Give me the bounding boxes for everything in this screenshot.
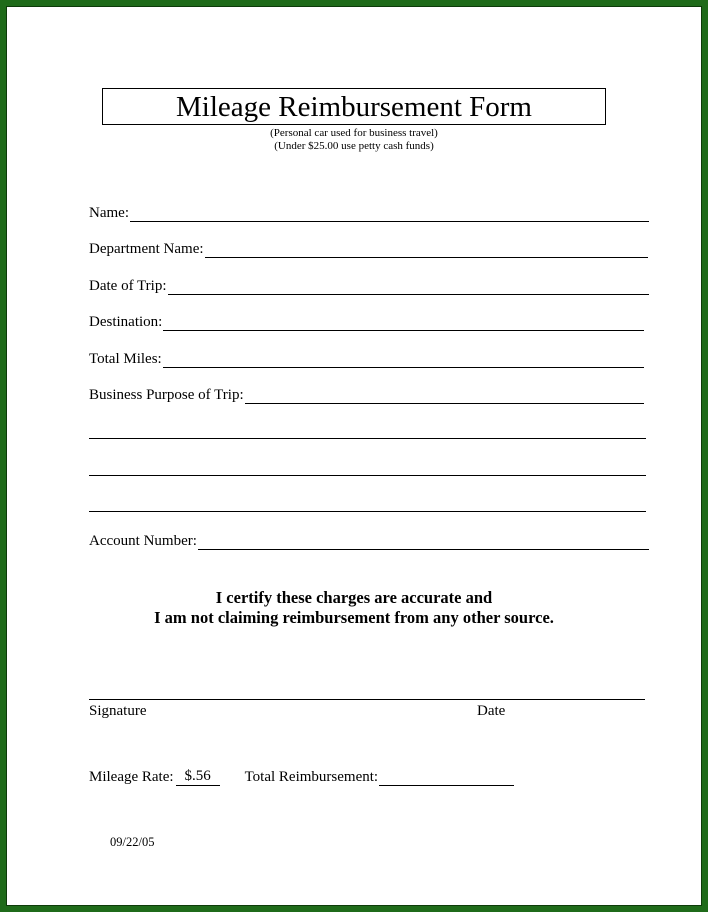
total-reimbursement-label: Total Reimbursement: — [244, 769, 379, 785]
certification-line-1: I certify these charges are accurate and — [215, 588, 493, 607]
department-field[interactable] — [89, 238, 648, 258]
date-of-trip-input-line[interactable] — [168, 279, 649, 295]
account-number-input-line[interactable] — [198, 534, 649, 550]
destination-input-line[interactable] — [163, 315, 644, 331]
account-number-field[interactable] — [89, 530, 649, 550]
mileage-rate-value: $.56 — [176, 767, 220, 786]
reimbursement-row — [89, 767, 514, 786]
department-label: Department Name: — [89, 241, 204, 257]
account-number-label: Account Number: — [89, 533, 197, 549]
destination-field[interactable] — [89, 311, 644, 331]
form-title: Mileage Reimbursement Form — [102, 88, 606, 125]
revision-date: 09/22/05 — [110, 835, 155, 849]
total-miles-label: Total Miles: — [89, 351, 162, 367]
name-field[interactable] — [89, 202, 649, 222]
mileage-rate-label: Mileage Rate: — [89, 769, 174, 785]
business-purpose-line-2[interactable] — [89, 438, 646, 439]
total-miles-field[interactable] — [89, 348, 644, 368]
department-input-line[interactable] — [205, 242, 648, 258]
destination-label: Destination: — [89, 314, 163, 330]
signature-line[interactable] — [89, 699, 645, 700]
name-input-line[interactable] — [130, 206, 649, 222]
name-label: Name: — [89, 205, 129, 221]
signature-date-label: Date — [477, 703, 506, 719]
form-subtitle-petty-cash: (Under $25.00 use petty cash funds) — [274, 140, 434, 152]
total-reimbursement-input-line[interactable] — [379, 770, 514, 786]
signature-label: Signature — [89, 703, 147, 719]
business-purpose-label: Business Purpose of Trip: — [89, 387, 244, 403]
date-of-trip-label: Date of Trip: — [89, 278, 167, 294]
certification-line-2: I am not claiming reimbursement from any other source. — [154, 608, 554, 627]
date-of-trip-field[interactable] — [89, 275, 649, 295]
business-purpose-field[interactable] — [89, 384, 644, 404]
total-miles-input-line[interactable] — [163, 352, 644, 368]
business-purpose-input-line[interactable] — [245, 388, 644, 404]
business-purpose-line-4[interactable] — [89, 511, 646, 512]
form-subtitle-personal-car: (Personal car used for business travel) — [270, 127, 438, 139]
business-purpose-line-3[interactable] — [89, 475, 646, 476]
